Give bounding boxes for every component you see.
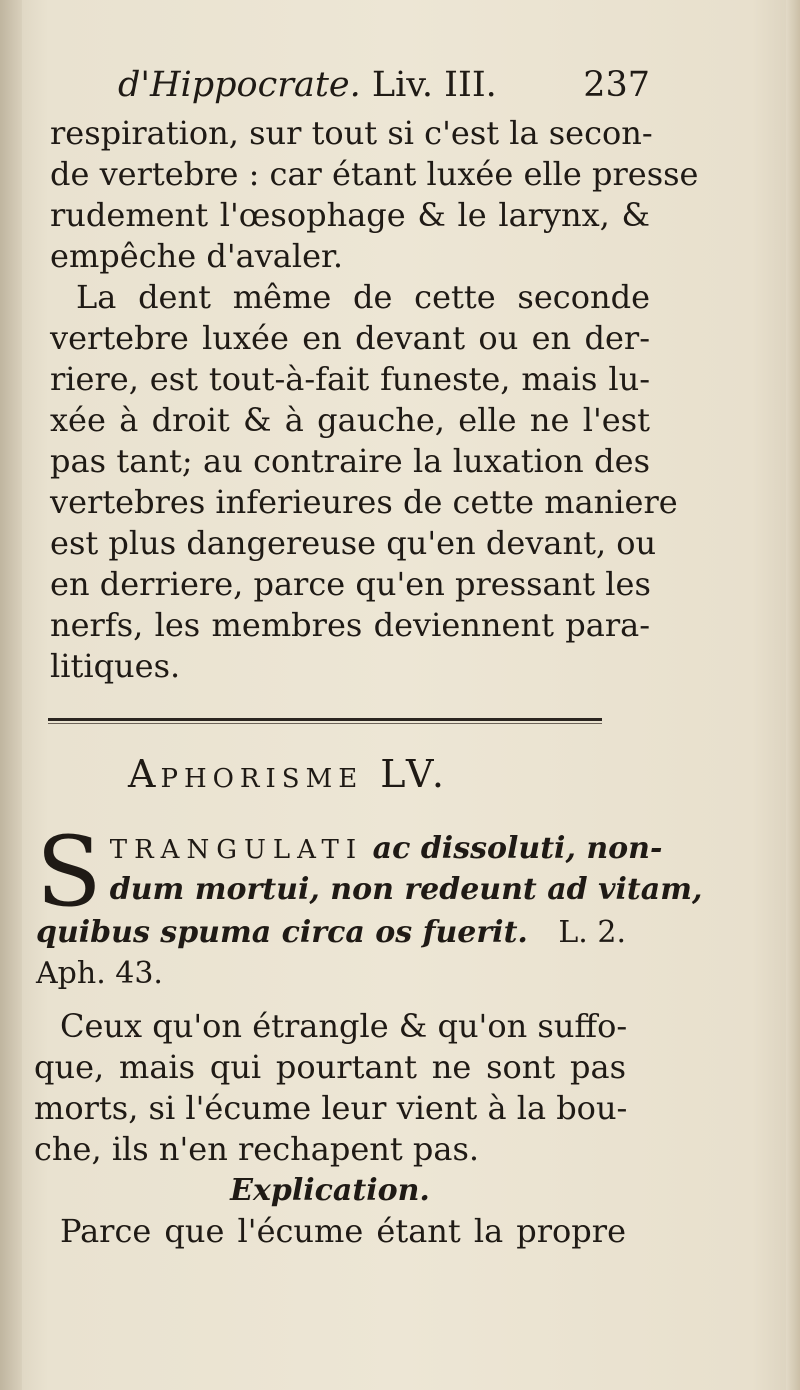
running-header bbox=[50, 58, 650, 113]
text-line: che, ils n'en rechapent pas. bbox=[34, 1130, 480, 1168]
text-line: xée à droit & à gauche, elle ne l'est bbox=[50, 401, 650, 439]
text-line: riere, est tout-à-fait funeste, mais lu- bbox=[50, 360, 650, 398]
text-line: rudement l'œsophage & le larynx, & bbox=[50, 196, 650, 234]
page-edge-shadow bbox=[786, 0, 800, 1390]
text-line: est plus dangereuse qu'en devant, ou bbox=[50, 524, 657, 562]
french-translation bbox=[34, 1006, 626, 1252]
explication-heading: Explication. bbox=[230, 1173, 430, 1208]
text-line: pas tant; au contraire la luxation des bbox=[50, 442, 650, 480]
latin-aphorism bbox=[36, 816, 703, 994]
main-text-block bbox=[50, 58, 699, 687]
book-number: Liv. III. bbox=[371, 65, 497, 105]
aphorism-heading: APHORISME LV. bbox=[128, 752, 449, 796]
latin-line: Aph. 43. bbox=[36, 956, 163, 991]
latin-line: TRANGULATI ac dissoluti, non- bbox=[109, 831, 663, 866]
latin-line: quibus spuma circa os fuerit. L. 2. bbox=[36, 912, 626, 953]
drop-cap: S bbox=[36, 816, 102, 928]
section-divider-thin bbox=[48, 723, 602, 724]
text-line: en derriere, parce qu'en pressant les bbox=[50, 565, 651, 603]
text-line: empêche d'avaler. bbox=[50, 237, 343, 275]
text-line: Ceux qu'on étrangle & qu'on suffo- bbox=[60, 1007, 628, 1045]
text-line: respiration, sur tout si c'est la secon- bbox=[50, 114, 653, 152]
aphorism-reference: L. 2. bbox=[558, 915, 626, 950]
page-number: 237 bbox=[583, 65, 650, 105]
running-title: d'Hippocrate. Liv. III. bbox=[118, 65, 497, 105]
text-line: que, mais qui pourtant ne sont pas bbox=[34, 1048, 626, 1086]
text-line: vertebres inferieures de cette maniere bbox=[50, 483, 678, 521]
page-gutter-shadow bbox=[0, 0, 22, 1390]
text-line: vertebre luxée en devant ou en der- bbox=[50, 319, 650, 357]
latin-line: dum mortui, non redeunt ad vitam, bbox=[109, 872, 703, 907]
text-line: nerfs, les membres deviennent para- bbox=[50, 606, 650, 644]
text-line: La dent même de cette seconde bbox=[76, 278, 650, 316]
text-line: litiques. bbox=[50, 647, 181, 685]
text-line: Parce que l'écume étant la propre bbox=[60, 1212, 626, 1250]
section-divider bbox=[48, 718, 602, 721]
text-line: morts, si l'écume leur vient à la bou- bbox=[34, 1089, 628, 1127]
text-line: de vertebre : car étant luxée elle presse bbox=[50, 155, 699, 193]
